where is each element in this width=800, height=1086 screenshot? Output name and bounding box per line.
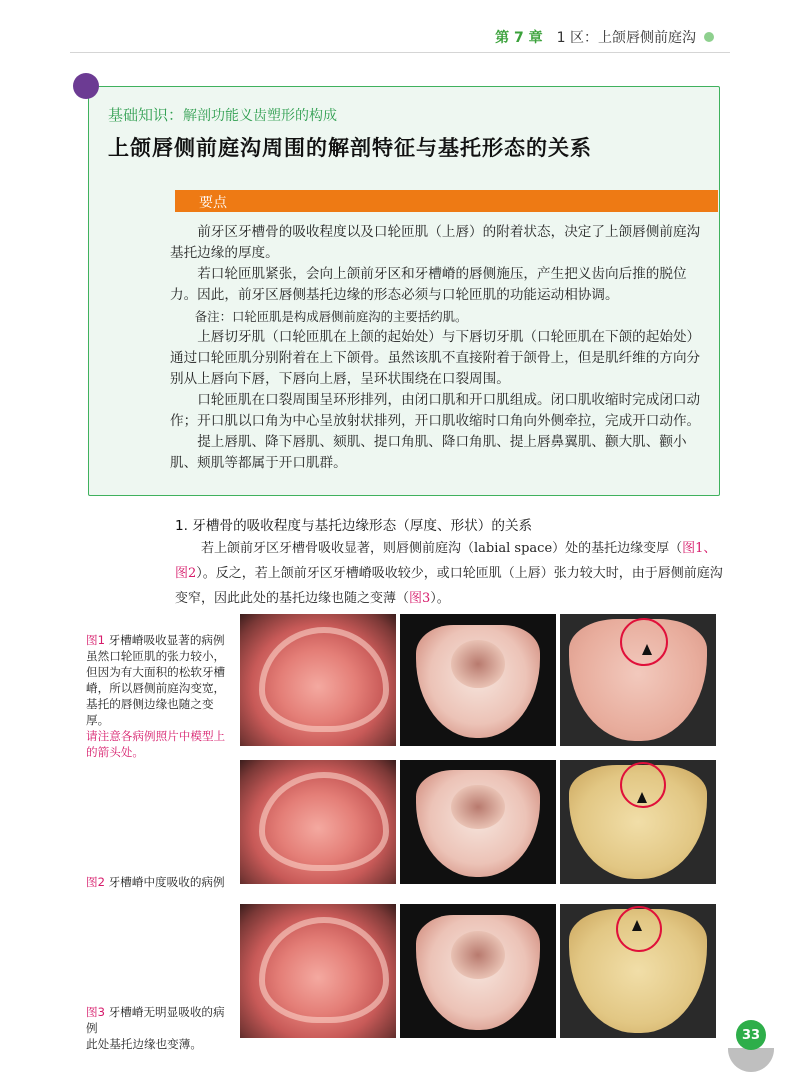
figure-label: 图2 — [86, 875, 105, 889]
header-divider — [70, 52, 730, 53]
chapter-label: 第 7 章 — [495, 30, 543, 46]
highlight-circle — [620, 618, 668, 666]
page-header — [495, 26, 714, 48]
arrow-icon — [637, 792, 647, 803]
figure-2-cast-photo — [560, 760, 716, 884]
figure-desc: 虽然口轮匝肌的张力较小，但因为有大面积的松软牙槽嵴，所以唇侧前庭沟变宽，基托的唇侧边缘也随之变厚。 — [86, 649, 226, 727]
figure-ref[interactable]: 图1、图2 — [175, 541, 717, 581]
key-paragraph: 前牙区牙槽骨的吸收程度以及口轮匝肌（上唇）的附着状态，决定了上颌唇侧前庭沟基托边缘的厚度。 — [170, 224, 701, 261]
purple-dot-icon — [73, 73, 99, 99]
basic-label: 基础知识： — [108, 106, 184, 124]
figure-desc: 此处基托边缘也变薄。 — [86, 1037, 202, 1051]
key-paragraph: 口轮匝肌在口裂周围呈环形排列，由闭口肌和开口肌组成。闭口肌收缩时完成闭口动作；开口肌以口角为中心呈放射状排列，开口肌收缩时口角向外侧牵拉，完成开口动作。 — [170, 392, 701, 429]
basic-sub: 解剖功能义齿塑形的构成 — [183, 108, 338, 124]
figure-2-mouth-photo — [240, 760, 396, 884]
figure-2-denture-photo — [400, 760, 556, 884]
section-paragraph — [175, 536, 723, 611]
key-note: 备注：口轮匝肌是构成唇侧前庭沟的主要括约肌。 — [194, 309, 468, 324]
figure-label: 图3 — [86, 1005, 105, 1019]
key-points-bar — [175, 190, 718, 212]
figure-3-mouth-photo — [240, 904, 396, 1038]
figure-3-caption — [86, 1004, 236, 1052]
figure-1-mouth-photo — [240, 614, 396, 746]
arrow-icon — [642, 644, 652, 655]
figure-note: 请注意各病例照片中模型上的箭头处。 — [86, 729, 226, 759]
figure-1-denture-photo — [400, 614, 556, 746]
basic-knowledge-heading — [108, 104, 337, 125]
section-title: 1. 牙槽骨的吸收程度与基托边缘形态（厚度、形状）的关系 — [175, 518, 533, 534]
key-paragraph: 上唇切牙肌（口轮匝肌在上颌的起始处）与下唇切牙肌（口轮匝肌在下颌的起始处）通过口轮匝肌分别附着在上下颌骨。虽然该肌不直接附着于颌骨上，但是肌纤维的方向分别从上唇向下唇，下唇向上唇，呈环状围绕在口裂周围。 — [170, 329, 701, 387]
figure-1-caption — [86, 632, 236, 760]
page-number: 33 — [736, 1020, 766, 1050]
key-points-text — [170, 222, 710, 474]
para-text: ）。 — [430, 591, 450, 606]
figure-title: 牙槽嵴中度吸收的病例 — [108, 875, 225, 889]
arrow-icon — [632, 920, 642, 931]
para-text: 若上颌前牙区牙槽骨吸收显著，则唇侧前庭沟（labial space）处的基托边缘变厚（ — [201, 541, 683, 556]
figure-2-caption — [86, 874, 236, 890]
zone-label: 1 区：上颌唇侧前庭沟 — [556, 30, 696, 46]
key-paragraph: 提上唇肌、降下唇肌、颏肌、提口角肌、降口角肌、提上唇鼻翼肌、颧大肌、颧小肌、颊肌等都属于开口肌群。 — [170, 434, 687, 471]
header-dot-icon — [704, 32, 714, 42]
key-paragraph: 若口轮匝肌紧张，会向上颌前牙区和牙槽嵴的唇侧施压，产生把义齿向后推的脱位力。因此，前牙区唇侧基托边缘的形态必须与口轮匝肌的功能运动相协调。 — [170, 266, 687, 303]
figure-title: 牙槽嵴无明显吸收的病例 — [86, 1005, 225, 1035]
figure-3-denture-photo — [400, 904, 556, 1038]
figure-ref[interactable]: 图3 — [409, 591, 431, 606]
figure-title: 牙槽嵴吸收显著的病例 — [108, 633, 225, 647]
figure-label: 图1 — [86, 633, 105, 647]
key-points-label: 要点 — [199, 195, 227, 211]
figure-3-cast-photo — [560, 904, 716, 1038]
figure-1-cast-photo — [560, 614, 716, 746]
para-text: ）。反之，若上颌前牙区牙槽嵴吸收较少，或口轮匝肌（上唇）张力较大时，由于唇侧前庭沟变窄，因此此处的基托边缘也随之变薄（ — [175, 566, 723, 606]
page-number-arc — [728, 1048, 774, 1072]
box-title: 上颌唇侧前庭沟周围的解剖特征与基托形态的关系 — [108, 136, 592, 160]
